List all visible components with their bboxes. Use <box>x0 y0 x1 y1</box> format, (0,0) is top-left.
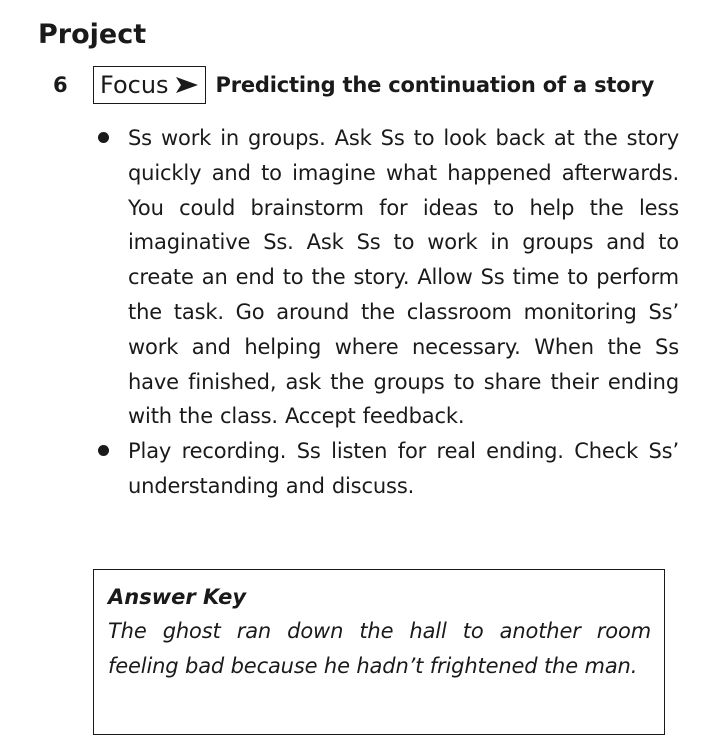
answer-key-text: The ghost ran down the hall to another room feeling bad because he hadn’t frightened the man. <box>108 619 651 678</box>
focus-label: Focus <box>100 71 169 99</box>
list-item <box>95 121 679 434</box>
bullet-icon <box>98 132 109 143</box>
answer-key-box <box>93 569 665 735</box>
list-item <box>95 434 679 504</box>
list-item-text: Play recording. Ss listen for real ending. Check Ss’ understanding and discuss. <box>128 439 679 498</box>
task-heading: Predicting the continuation of a story <box>215 73 655 97</box>
task-number: 6 <box>53 73 68 97</box>
focus-label-box <box>93 66 206 104</box>
instruction-list <box>95 121 679 504</box>
arrow-right-icon <box>175 76 199 94</box>
bullet-icon <box>98 445 109 456</box>
answer-key-title: Answer Key <box>108 585 247 609</box>
list-item-text: Ss work in groups. Ask Ss to look back at the story quickly and to imagine what happened afterwards. You could brainstorm for ideas to help the less imaginative Ss. Ask Ss to work in groups and to create an end to the story. Allow Ss time to perform the task. Go around the classroom monitoring Ss’ work and helping where necessary. When the Ss have finished, ask the groups to share their ending with the class. Accept feedback. <box>128 126 679 429</box>
section-title: Project <box>38 19 147 50</box>
task-header <box>53 66 683 104</box>
